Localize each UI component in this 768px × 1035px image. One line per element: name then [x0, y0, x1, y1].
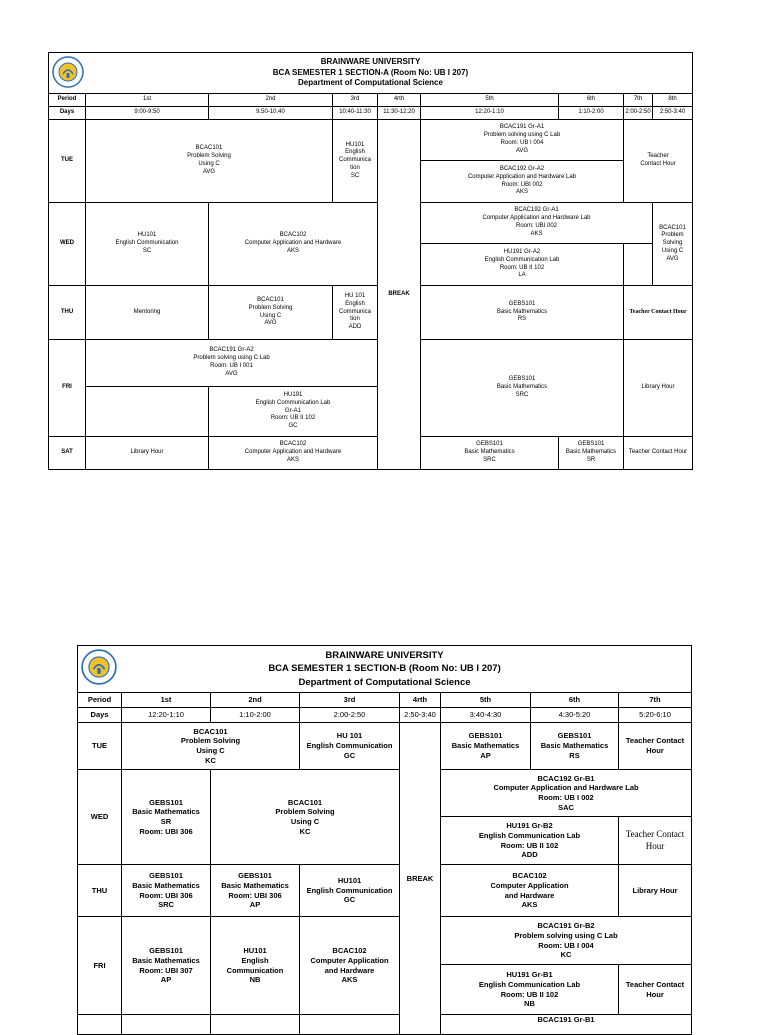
cell-text: HU101	[337, 875, 362, 885]
cell-text: GC	[343, 895, 356, 905]
class-cell	[441, 917, 692, 965]
cell-text: Problem Solving	[187, 153, 231, 160]
cell-text: tion	[350, 316, 360, 323]
cell-text: BCAC101	[287, 797, 323, 807]
section-subtitle: BCA SEMESTER 1 SECTION-B (Room No: UB I 207)	[268, 663, 501, 675]
cell-text: and Hardware	[504, 890, 555, 900]
cell-text: RS	[569, 750, 580, 760]
cell-text: English Communication Lab	[255, 399, 331, 406]
header-section-a	[49, 53, 693, 94]
cell-text: Using C	[290, 817, 320, 826]
cell-text: Hour	[646, 989, 664, 999]
cell-text: HU191 Gr-B1	[506, 970, 553, 979]
cell-text: AKS	[515, 189, 528, 196]
cell-text: SRC	[158, 900, 174, 910]
cell-text: GEBS101	[468, 731, 503, 741]
class-cell	[333, 120, 378, 203]
cell-text: Using C	[259, 312, 282, 319]
period-header: 5th	[421, 94, 559, 107]
period-header: 8th	[653, 94, 693, 107]
cell-text: Room: UBI 307	[139, 965, 193, 975]
class-cell	[619, 723, 692, 770]
time-slot: 4:30-5:20	[531, 708, 619, 723]
timetable-section-b	[77, 645, 692, 1035]
cell-text: English Communication	[115, 240, 179, 247]
time-slot: 11:30-12:20	[378, 107, 421, 120]
cell-text: GC	[288, 423, 298, 430]
cell-text: Problem Solving	[248, 304, 293, 311]
time-slot: 3:40-4:30	[441, 708, 531, 723]
cell-text: English	[345, 149, 365, 156]
cell-text: Room: UB I 001	[210, 363, 253, 369]
day-label: THU	[78, 865, 122, 917]
class-cell	[86, 286, 209, 340]
cell-text: English	[241, 955, 269, 965]
cell-text: Using C	[661, 247, 684, 254]
cell-text: AKS	[286, 247, 299, 254]
cell-text: tion	[350, 164, 360, 171]
class-cell	[211, 917, 300, 1015]
class-cell	[653, 203, 693, 286]
university-title: BRAINWARE UNIVERSITY	[320, 56, 421, 66]
cell-text: Room: UB II 102	[500, 989, 559, 999]
class-cell	[86, 340, 378, 387]
class-cell	[333, 286, 378, 340]
cell-text: BCAC101	[659, 224, 686, 231]
cell-text: Room: UB II 102	[499, 264, 545, 271]
cell-text: AP	[160, 975, 172, 985]
cell-text: English Communication	[306, 885, 393, 895]
class-cell	[441, 723, 531, 770]
class-cell	[122, 723, 300, 770]
class-cell	[441, 770, 692, 817]
cell-text: BCAC102	[279, 232, 307, 239]
cell-text: GEBS101	[149, 797, 183, 807]
cell-text: AKS	[530, 230, 543, 237]
cell-text: GEBS101	[149, 946, 183, 955]
cell-text: BCAC102	[279, 441, 307, 448]
cell-text: AVG	[515, 147, 529, 154]
class-cell	[619, 965, 692, 1015]
cell-text: GC	[343, 750, 356, 760]
class-cell	[300, 723, 400, 770]
day-label	[78, 1015, 122, 1035]
cell-text: NB	[249, 975, 261, 985]
cell-text: HU191 Gr-A2	[503, 248, 541, 255]
cell-text: Basic Mathematics	[451, 741, 520, 751]
class-cell	[211, 865, 300, 917]
cell-text: Basic Mathematics	[464, 449, 515, 456]
cell-text: Computer Application and Hardware Lab	[467, 173, 577, 180]
days-label: Days	[49, 107, 86, 120]
cell-text: Computer Application	[490, 880, 569, 890]
cell-text: BCAC102	[332, 946, 367, 955]
class-cell	[122, 865, 211, 917]
class-cell	[421, 120, 624, 161]
period-header: 2nd	[211, 693, 300, 708]
cell-text: Basic Mathematics	[540, 741, 609, 751]
class-cell	[421, 437, 559, 470]
cell-text: English Communication Lab	[478, 979, 581, 989]
class-cell	[209, 387, 378, 437]
cell-text: AVG	[264, 320, 277, 327]
class-cell	[122, 917, 211, 1015]
cell-text: AKS	[521, 900, 538, 910]
cell-text: AKS	[341, 975, 358, 985]
cell-text: Communica	[338, 157, 371, 164]
period-header: 3rd	[333, 94, 378, 107]
cell-text: Problem solving using C Lab	[514, 930, 618, 940]
cell-text: BCAC191 Gr-B1	[537, 1015, 595, 1024]
period-header: 7th	[624, 94, 653, 107]
class-cell	[122, 770, 211, 865]
time-slot: 2:50-3:40	[653, 107, 693, 120]
section-subtitle: BCA SEMESTER 1 SECTION-A (Room No: UB I 207)	[272, 67, 469, 77]
day-label: THU	[49, 286, 86, 340]
cell-text: Room: UBI 306	[228, 890, 282, 900]
cell-text: GEBS101	[577, 441, 605, 448]
cell-text: Library Hour	[641, 384, 675, 391]
cell-text: Basic Mathematics	[221, 880, 289, 890]
cell-text: Computer Application	[310, 955, 389, 965]
class-cell	[209, 286, 333, 340]
cell-text: Basic Mathematics	[132, 955, 200, 965]
cell-text: BCAC192 Gr-B1	[537, 773, 595, 783]
cell-text: Problem solving using C Lab	[483, 132, 561, 139]
time-slot: 1:10-2:00	[559, 107, 624, 120]
time-slot: 5:20-6:10	[619, 708, 692, 723]
cell-text: Library Hour	[130, 449, 164, 456]
cell-text: SR	[160, 817, 172, 826]
cell-text: KC	[205, 755, 216, 765]
university-title: BRAINWARE UNIVERSITY	[325, 650, 444, 662]
time-slot: 12:20-1:10	[421, 107, 559, 120]
time-row	[49, 107, 693, 120]
cell-text: Room: UBI 306	[139, 890, 193, 900]
cell-text: GEBS101	[238, 871, 272, 880]
department-name: Department of Computational Science	[298, 676, 471, 688]
cell-text: BCAC191 Gr-A1	[499, 124, 545, 131]
cell-text: English Communication Lab	[484, 256, 560, 263]
class-cell	[441, 965, 619, 1015]
cell-text: HU101	[243, 946, 267, 955]
cell-text: SAC	[558, 802, 574, 812]
cell-text: BCAC191 Gr-A2	[209, 347, 254, 354]
cell-text: BCAC101	[193, 726, 228, 736]
cell-text: NB	[524, 999, 535, 1009]
timetable-section-a	[48, 52, 693, 470]
cell-text: HU101	[345, 141, 365, 148]
class-cell	[421, 340, 624, 437]
class-cell	[86, 203, 209, 286]
cell-text: BCAC192 Gr-A2	[499, 165, 545, 172]
time-row	[78, 708, 692, 723]
day-label: TUE	[78, 723, 122, 770]
class-cell	[211, 770, 400, 865]
cell-text: Basic Mathematics	[565, 449, 617, 456]
cell-text: AVG	[202, 168, 216, 175]
day-label: WED	[49, 203, 86, 286]
period-header: 5th	[441, 693, 531, 708]
cell-text: GEBS101	[508, 376, 536, 383]
cell-text: SRC	[515, 391, 529, 398]
cell-text: Teacher Contact	[625, 979, 685, 989]
cell-text: Communica	[338, 308, 371, 315]
class-cell	[421, 161, 624, 203]
cell-text: ADD	[348, 324, 362, 331]
university-logo-icon	[81, 649, 117, 685]
university-logo-icon	[52, 56, 84, 88]
cell-text: SRC	[483, 456, 496, 463]
time-slot: 2:00-2:50	[624, 107, 653, 120]
days-label: Days	[78, 708, 122, 723]
header-section-b	[78, 646, 692, 693]
cell-text: Room: UB I 004	[500, 140, 544, 146]
cell-text: KC	[560, 950, 572, 960]
cell-text: Room: UB II 102	[270, 415, 316, 422]
cell-text: Problem Solving	[275, 807, 335, 817]
day-label: TUE	[49, 120, 86, 203]
department-name: Department of Computational Science	[298, 78, 443, 88]
class-cell	[619, 817, 692, 865]
period-row	[78, 693, 692, 708]
class-cell	[559, 437, 624, 470]
cell-text: AKS	[286, 456, 299, 463]
cell-text: RS	[517, 316, 527, 323]
empty-cell	[86, 387, 209, 437]
class-cell	[421, 203, 653, 244]
cell-text: Communication	[226, 965, 284, 975]
cell-text: Basic Mathematics	[132, 807, 200, 817]
class-cell	[86, 120, 333, 203]
cell-text: AVG	[666, 255, 679, 262]
cell-text: SR	[586, 456, 596, 463]
cell-text: HU 101	[336, 731, 363, 741]
cell-text: BCAC192 Gr-A1	[514, 207, 559, 214]
cell-text: Using C	[198, 161, 220, 167]
time-slot: 9.50-10.40	[209, 107, 333, 120]
cell-text: HU 101	[344, 293, 366, 299]
cell-text: GEBS101	[476, 441, 503, 448]
cell-text: Basic Mathematics	[496, 384, 548, 391]
cell-text: Computer Application and Hardware	[244, 240, 342, 247]
class-cell	[300, 865, 400, 917]
cell-text: Basic Mathematics	[496, 308, 548, 315]
cell-text: KC	[299, 826, 311, 836]
class-cell	[421, 286, 624, 340]
cell-text: Teacher Contact Hour	[628, 449, 688, 456]
cell-text: GEBS101	[508, 300, 536, 307]
cell-text: Mentoring	[133, 308, 161, 315]
break-cell: BREAK	[400, 723, 441, 1035]
cell-text: Room: UB II 102	[500, 840, 559, 850]
time-slot: 2:50-3:40	[400, 708, 441, 723]
period-header: 6th	[559, 94, 624, 107]
empty-cell	[122, 1015, 211, 1035]
cell-text: AP	[480, 750, 491, 760]
class-cell	[209, 437, 378, 470]
cell-text: English	[345, 300, 365, 307]
period-header: 1st	[86, 94, 209, 107]
time-slot: 2:00-2:50	[300, 708, 400, 723]
cell-text: GEBS101	[149, 871, 183, 880]
day-label: FRI	[49, 340, 86, 437]
cell-text: BCAC101	[195, 145, 223, 152]
day-label: SAT	[49, 437, 86, 470]
cell-text: English Communication	[306, 741, 393, 751]
class-cell	[86, 437, 209, 470]
empty-cell	[624, 244, 653, 286]
cell-text: HU191 Gr-B2	[506, 821, 553, 830]
time-slot: 9:00-9:50	[86, 107, 209, 120]
cell-text: BCAC102	[512, 871, 547, 880]
class-cell	[619, 865, 692, 917]
day-label: FRI	[78, 917, 122, 1015]
cell-text: Room: UB I 004	[538, 940, 594, 950]
period-header: 3rd	[300, 693, 400, 708]
cell-text: Contact Hour	[640, 161, 676, 167]
period-label: Period	[78, 693, 122, 708]
class-cell	[441, 1015, 692, 1035]
cell-text: Teacher Contact Hour	[629, 308, 687, 315]
cell-text: English Communication Lab	[478, 830, 581, 840]
cell-text: Basic Mathematics	[132, 880, 200, 890]
cell-text: Using C	[196, 746, 225, 755]
cell-text: AP	[249, 900, 261, 910]
cell-text: Computer Application and Hardware	[244, 449, 342, 456]
cell-text: Hour	[645, 840, 665, 851]
cell-text: Hour	[646, 746, 664, 755]
cell-text: Teacher	[647, 153, 669, 160]
class-cell	[624, 286, 693, 340]
cell-text: AVG	[225, 370, 238, 377]
cell-text: SC	[142, 247, 152, 254]
class-cell	[531, 723, 619, 770]
cell-text: Gr-A1	[284, 407, 301, 414]
cell-text: Room: UBI 002	[501, 181, 543, 188]
class-cell	[624, 437, 693, 470]
cell-text: GEBS101	[557, 731, 592, 741]
empty-cell	[211, 1015, 300, 1035]
cell-text: LA	[518, 272, 526, 279]
cell-text: ADD	[521, 850, 538, 860]
cell-text: BCAC101	[257, 296, 284, 303]
cell-text: Room: UB I 002	[538, 793, 594, 802]
cell-text: Computer Application and Hardware Lab	[482, 215, 591, 222]
cell-text: Problem Solving	[661, 232, 684, 247]
cell-text: Computer Application and Hardware Lab	[493, 783, 639, 793]
cell-text: HU101	[137, 232, 157, 239]
class-cell	[421, 244, 624, 286]
cell-text: HU191	[283, 392, 303, 398]
period-header: 2nd	[209, 94, 333, 107]
class-cell	[441, 865, 619, 917]
day-label: WED	[78, 770, 122, 865]
time-slot: 12:20-1:10	[122, 708, 211, 723]
cell-text: Room: UBI 306	[139, 826, 193, 836]
time-slot: 1:10-2:00	[211, 708, 300, 723]
period-header: 4rth	[400, 693, 441, 708]
cell-text: SC	[350, 172, 360, 179]
period-header: 1st	[122, 693, 211, 708]
cell-text: Teacher Contact	[625, 736, 685, 746]
cell-text: Problem Solving	[180, 736, 241, 746]
cell-text: Teacher Contact	[625, 828, 685, 839]
class-cell	[441, 817, 619, 865]
cell-text: Library Hour	[632, 885, 678, 895]
class-cell	[624, 120, 693, 203]
empty-cell	[300, 1015, 400, 1035]
period-row	[49, 94, 693, 107]
cell-text: Room: UBI 002	[515, 223, 558, 229]
cell-text: Problem solving using C Lab	[193, 355, 270, 362]
class-cell	[209, 203, 378, 286]
time-slot: 10:40-11:30	[333, 107, 378, 120]
period-header: 7th	[619, 693, 692, 708]
class-cell	[300, 917, 400, 1015]
class-cell	[624, 340, 693, 437]
cell-text: and Hardware	[324, 965, 375, 975]
cell-text: BCAC191 Gr-B2	[537, 921, 595, 930]
period-header: 4rth	[378, 94, 421, 107]
break-cell: BREAK	[378, 120, 421, 470]
period-label: Period	[49, 94, 86, 107]
period-header: 6th	[531, 693, 619, 708]
